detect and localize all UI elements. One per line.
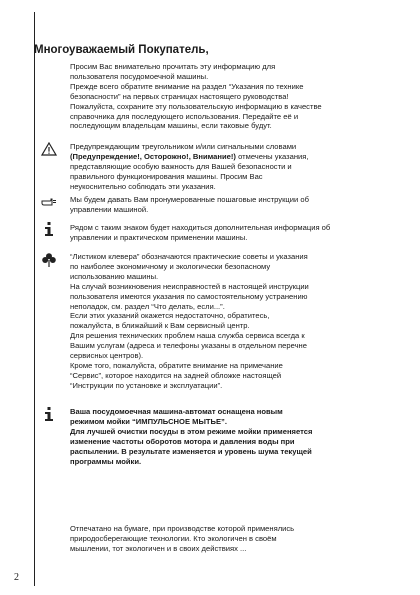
clover-line: неполадок, см. раздел “Что делать, если...”.	[70, 301, 225, 311]
clover-line: “Инструкции по установке и эксплуатации”.	[70, 380, 223, 390]
clover-line: “Листиком клевера” обозначаются практические советы и указания	[70, 252, 308, 261]
clover-line: Для решения технических проблем наша служба сервиса всегда к	[70, 331, 305, 341]
eco-note	[70, 524, 406, 554]
warning-line: представляющие особую важность для Вашей безопасности и	[70, 161, 292, 171]
steps-paragraph	[70, 195, 406, 215]
pulse-line: программы мойки.	[70, 456, 142, 466]
page-title: Многоуважаемый Покупатель,	[34, 44, 209, 56]
signal-words: (Предупреждение!, Осторожно!, Внимание!)	[70, 151, 236, 161]
intro-line: пользователя посудомоечной машины.	[70, 71, 209, 81]
clover-line: Вашим услугам (адреса и телефоны указаны в отдельном перечне	[70, 341, 307, 351]
pulse-wash-paragraph	[70, 407, 406, 466]
clover-line: На случай возникновения неисправностей в настоящей инструкции	[70, 281, 309, 291]
info-icon	[40, 405, 58, 423]
intro-line: справочника для последующего использования. Передайте её и	[70, 111, 299, 121]
eco-line: природосберегающие технологии. Кто экологичен в своём	[70, 533, 277, 543]
clover-leaf-icon	[40, 251, 58, 269]
intro-paragraph	[70, 62, 406, 131]
pulse-line: Ваша посудомоечная машина-автомат оснащена новым	[70, 407, 283, 416]
intro-line: Просим Вас внимательно прочитать эту информацию для	[70, 62, 276, 71]
clover-line: Если этих указаний окажется недостаточно, обратитесь,	[70, 311, 270, 321]
warning-line: Предупреждающим треугольником и/или сигнальными словами	[70, 142, 297, 151]
eco-line: Отпечатано на бумаге, при производстве которой применялись	[70, 524, 295, 533]
clover-line: по наиболее экономичному и экологически безопасному	[70, 261, 271, 271]
warning-line: правильного функционирования машины. Просим Вас	[70, 171, 263, 181]
clover-line: пожалуйста, в ближайший к Вам сервисный центр.	[70, 321, 250, 331]
clover-line: пользователя имеются указания по самостоятельному устранению	[70, 291, 308, 301]
warning-line: неукоснительно соблюдать эти указания.	[70, 181, 216, 191]
intro-line: безопасности” на первых страницах настоящего руководства!	[70, 91, 289, 101]
pulse-line: Для лучшей очистки посуды в этом режиме мойки применяется	[70, 426, 313, 436]
clover-line: использованию машины.	[70, 271, 159, 281]
intro-line: последующим владельцам машины, если таковые будут.	[70, 121, 272, 131]
info-paragraph	[70, 223, 406, 243]
clover-line: “Сервис”, которое находится на задней обложке настоящей	[70, 370, 282, 380]
warning-line: (Предупреждение!, Осторожно!, Внимание!) отмечены указания,	[70, 151, 309, 161]
info-icon	[40, 220, 58, 238]
page-number: 2	[14, 572, 19, 583]
margin-rule	[34, 12, 35, 586]
clover-paragraph	[70, 252, 406, 391]
intro-line: Прежде всего обратите внимание на раздел “Указания по технике	[70, 81, 304, 91]
pulse-line: распылении. В результате изменяется и уровень шума текущей	[70, 446, 312, 456]
pulse-line: режимом мойки “ИМПУЛЬСНОЕ МЫТЬЕ”.	[70, 416, 227, 426]
pulse-line: изменение частоты оборотов мотора и давления воды при	[70, 436, 295, 446]
warning-paragraph	[70, 142, 406, 192]
steps-line: управлении машиной.	[70, 204, 149, 214]
intro-line: Пожалуйста, сохраните эту пользовательскую информацию в качестве	[70, 101, 322, 111]
eco-line: мышлении, тот экологичен и в своих действиях ...	[70, 543, 247, 553]
info-line: Рядом с таким знаком будет находиться дополнительная информация об	[70, 223, 331, 232]
clover-line: Кроме того, пожалуйста, обратите внимание на примечание	[70, 360, 283, 370]
info-line: управлении и практическом применении машины.	[70, 232, 248, 242]
hand-pointer-icon	[40, 193, 58, 211]
clover-line: сервисных центров).	[70, 351, 144, 361]
warning-triangle-icon	[40, 140, 58, 158]
steps-line: Мы будем давать Вам пронумерованные пошаговые инструкции об	[70, 195, 309, 204]
